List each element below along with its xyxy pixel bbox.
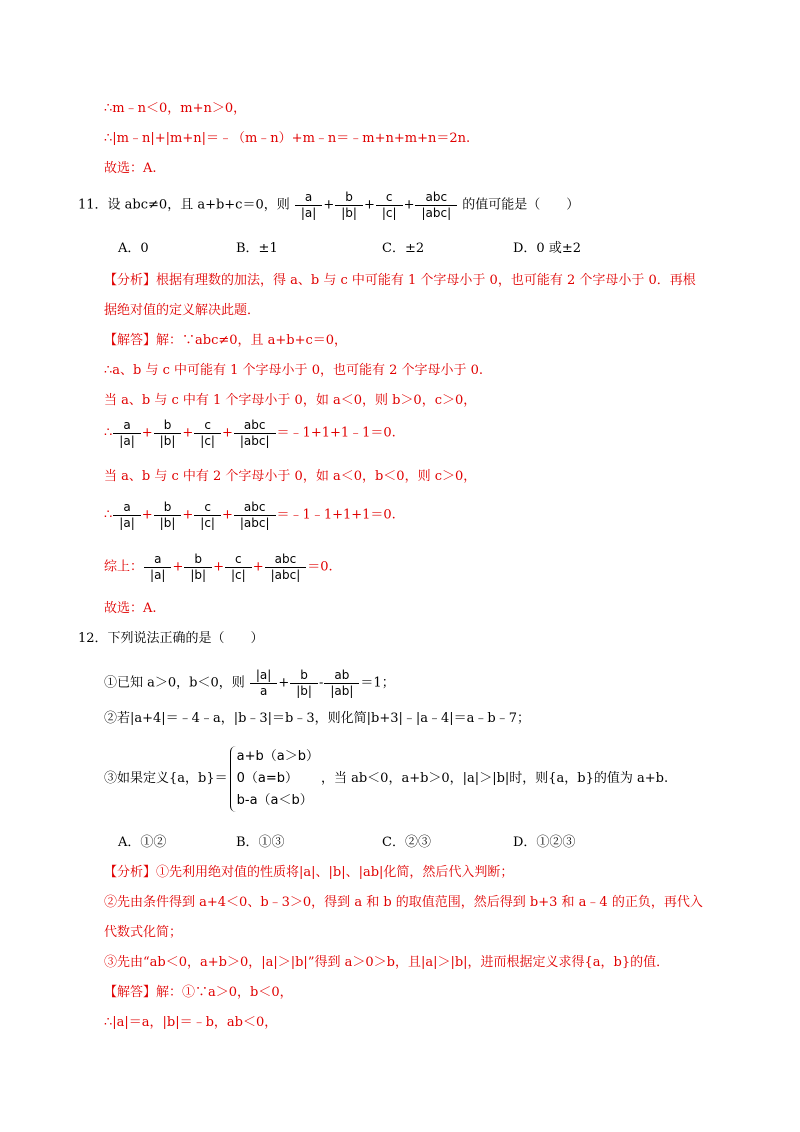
fraction: a | a | <box>144 552 171 583</box>
fraction: $\frac{ab}{|ab|}$ <box>324 668 359 699</box>
q11-prefix: 11．设 abc≠0，且 a+b+c＝0，则 <box>78 197 290 213</box>
q12-statement-2: ②若|a+4|＝﹣4﹣a，|b﹣3|＝b﹣3，则化简|b+3|﹣|a﹣4|＝a﹣b﹣7； <box>104 711 531 726</box>
fraction: c | c | <box>194 500 221 531</box>
q12-analysis-2: ②先由条件得到 a+4＜0、b﹣3＞0，得到 a 和 b 的取值范围，然后得到 b+3 和 a﹣4 的正负，再代入 <box>104 895 703 910</box>
fraction: abc | abc | <box>265 552 307 583</box>
option-a: A．0 <box>118 241 149 256</box>
fraction: abc | abc | <box>234 500 276 531</box>
fraction: abc | abc | <box>234 418 276 449</box>
q11-suffix: 的值可能是（ ） <box>462 197 580 213</box>
q11-solution-8: 故选：A. <box>104 601 157 616</box>
q11-solution-7: 综上： a | a | + b | b | + c | c | + abc | abc | ＝0. <box>104 552 333 583</box>
option-b: B．①③ <box>236 835 285 850</box>
fraction: b | b | <box>154 418 182 449</box>
q12-analysis-3: 代数式化简； <box>104 925 183 940</box>
fraction: $\frac{|a|}{a}$ <box>250 668 277 699</box>
piecewise-brace: a+b（a＞b） 0（a=b） b-a（a＜b） <box>230 746 319 812</box>
q12-analysis-4: ③先由“ab＜0，a+b＞0，|a|＞|b|”得到 a＞0＞b，且|a|＞|b|，进而根据定义求得{a，b}的值． <box>104 955 670 970</box>
q11-solution-3: 当 a、b 与 c 中有 1 个字母小于 0，如 a＜0，则 b＞0，c＞0， <box>104 393 477 408</box>
q12-solution-2: ∴|a|＝a，|b|＝﹣b，ab＜0， <box>104 1015 278 1030</box>
fraction: c | c | <box>225 552 252 583</box>
fraction: b | b | <box>184 552 212 583</box>
q11-solution-5: 当 a、b 与 c 中有 2 个字母小于 0，如 a＜0，b＜0，则 c＞0， <box>104 469 477 484</box>
option-d: D．0 或±2 <box>513 241 581 256</box>
q11-solution-1: 【解答】解：∵abc≠0，且 a+b+c＝0， <box>104 333 348 348</box>
fraction: a | a | <box>113 418 140 449</box>
option-a: A．①② <box>118 835 167 850</box>
fraction: a | a | <box>113 500 140 531</box>
q12-solution-1: 【解答】解：①∵a＞0，b＜0， <box>104 985 293 1000</box>
fraction: a | a | <box>295 190 322 221</box>
q12-statement-3: ③如果定义{a，b}＝ a+b（a＞b） 0（a=b） b-a（a＜b） ，当 ab＜0，a+b＞0，|a|＞|b|时，则{a，b}的值为 a+b. <box>104 746 668 812</box>
prev-solution-line-2: ∴|m﹣n|+|m+n|＝﹣（m﹣n）+m﹣n＝﹣m+n+m+n＝2n. <box>104 131 471 146</box>
option-b: B．±1 <box>236 241 278 256</box>
q11-analysis-1: 【分析】根据有理数的加法，得 a、b 与 c 中可能有 1 个字母小于 0，也可能有 2 个字母小于 0．再根 <box>104 273 696 288</box>
q11-solution-2: ∴a、b 与 c 中可能有 1 个字母小于 0，也可能有 2 个字母小于 0. <box>104 363 484 378</box>
option-c: C．②③ <box>382 835 431 850</box>
option-d: D．①②③ <box>513 835 576 850</box>
fraction: c | c | <box>194 418 221 449</box>
q12-analysis-1: 【分析】①先利用绝对值的性质将|a|、|b|、|ab|化简，然后代入判断； <box>104 865 514 880</box>
q11-solution-6: ∴ a | a | + b | b | + c | c | + abc | abc | ＝﹣1﹣1+1+1＝0. <box>104 500 396 531</box>
fraction: b | b | <box>335 190 363 221</box>
fraction: abc | abc | <box>415 190 457 221</box>
fraction: c | c | <box>376 190 403 221</box>
prev-solution-line-3: 故选：A. <box>104 161 157 176</box>
q12-title: 12．下列说法正确的是（ ） <box>78 631 264 646</box>
fraction: b | b | <box>154 500 182 531</box>
prev-solution-line-1: ∴m﹣n＜0，m+n＞0， <box>104 101 247 116</box>
fraction: $\frac{b}{|b|}$ <box>290 668 318 699</box>
option-c: C．±2 <box>382 241 425 256</box>
q11-solution-4: ∴ a | a | + b | b | + c | c | + abc | abc | ＝﹣1+1+1﹣1＝0. <box>104 418 396 449</box>
q11-stem: 11．设 abc≠0，且 a+b+c＝0，则 a | a | + b | b | + c | c | + abc | abc | 的值可能是（ ） <box>78 190 579 221</box>
q11-analysis-2: 据绝对值的定义解决此题． <box>104 303 261 318</box>
q12-statement-1: ①已知 a＞0，b＜0，则 $\frac{|a|}{a}$ + $\frac{b}{|b|}$ - $\frac{ab}{|ab|}$ ＝1； <box>104 668 395 698</box>
